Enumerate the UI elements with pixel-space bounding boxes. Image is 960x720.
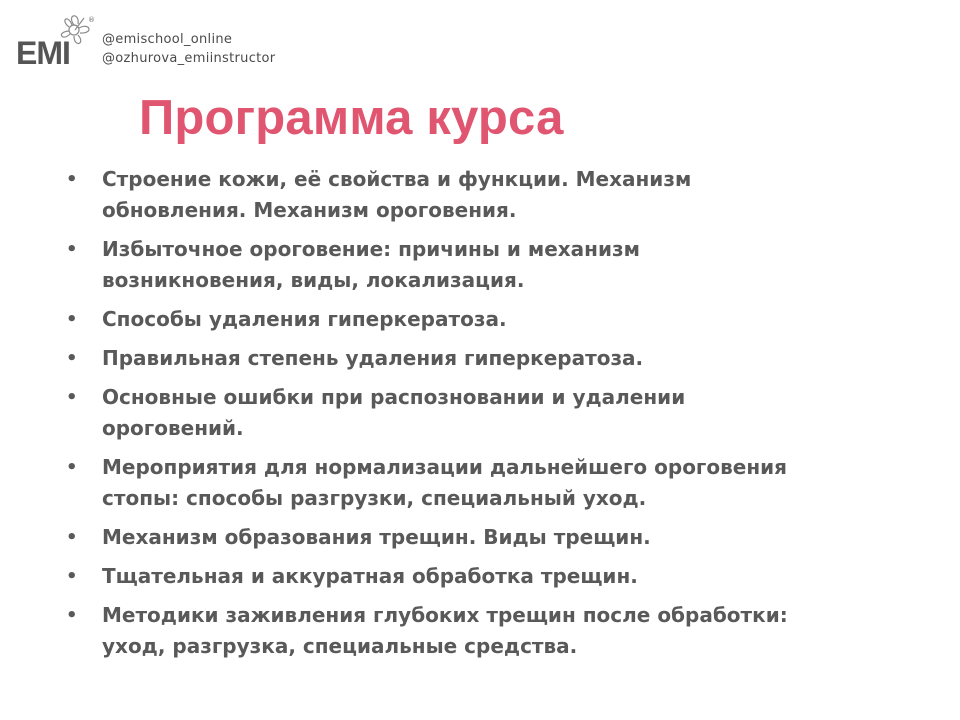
list-item (60, 343, 820, 374)
list-item (60, 600, 820, 662)
list-item-text: Тщательная и аккуратная обработка трещин. (102, 564, 638, 588)
bullet-icon: • (66, 566, 78, 587)
list-item-text: Мероприятия для нормализации дальнейшего ороговения стопы: способы разгрузки, специальный уход. (102, 455, 788, 510)
list-item-text: Основные ошибки при распозновании и удалении ороговений. (102, 385, 686, 440)
program-list (60, 164, 820, 670)
list-item (60, 164, 820, 226)
social-handles (102, 30, 275, 68)
bullet-icon: • (66, 348, 78, 369)
bullet-icon: • (66, 387, 78, 408)
list-item (60, 382, 820, 444)
logo-text: EMI (16, 35, 70, 68)
handle-instructor: @ozhurova_emiinstructor (102, 51, 276, 66)
bullet-icon: • (66, 309, 78, 330)
page-title: Программа курса (139, 91, 564, 145)
list-item-text: Правильная степень удаления гиперкератоза. (102, 346, 644, 370)
bullet-icon: • (66, 527, 78, 548)
bullet-icon: • (66, 239, 78, 260)
bullet-icon: • (66, 169, 78, 190)
list-item (60, 522, 820, 553)
list-item-text: Избыточное ороговение: причины и механизм возникновения, виды, локализация. (102, 237, 640, 292)
emi-logo (14, 12, 100, 68)
list-item (60, 234, 820, 296)
list-item-text: Методики заживления глубоких трещин после обработки: уход, разгрузка, специальные средства. (102, 603, 788, 658)
bullet-icon: • (66, 605, 78, 626)
bullet-icon: • (66, 457, 78, 478)
trademark-symbol: ® (88, 16, 95, 24)
handle-school: @emischool_online (102, 32, 233, 47)
list-item (60, 452, 820, 514)
list-item-text: Механизм образования трещин. Виды трещин. (102, 525, 651, 549)
list-item-text: Строение кожи, её свойства и функции. Механизм обновления. Механизм ороговения. (102, 167, 692, 222)
list-item (60, 304, 820, 335)
list-item (60, 561, 820, 592)
list-item-text: Способы удаления гиперкератоза. (102, 307, 507, 331)
